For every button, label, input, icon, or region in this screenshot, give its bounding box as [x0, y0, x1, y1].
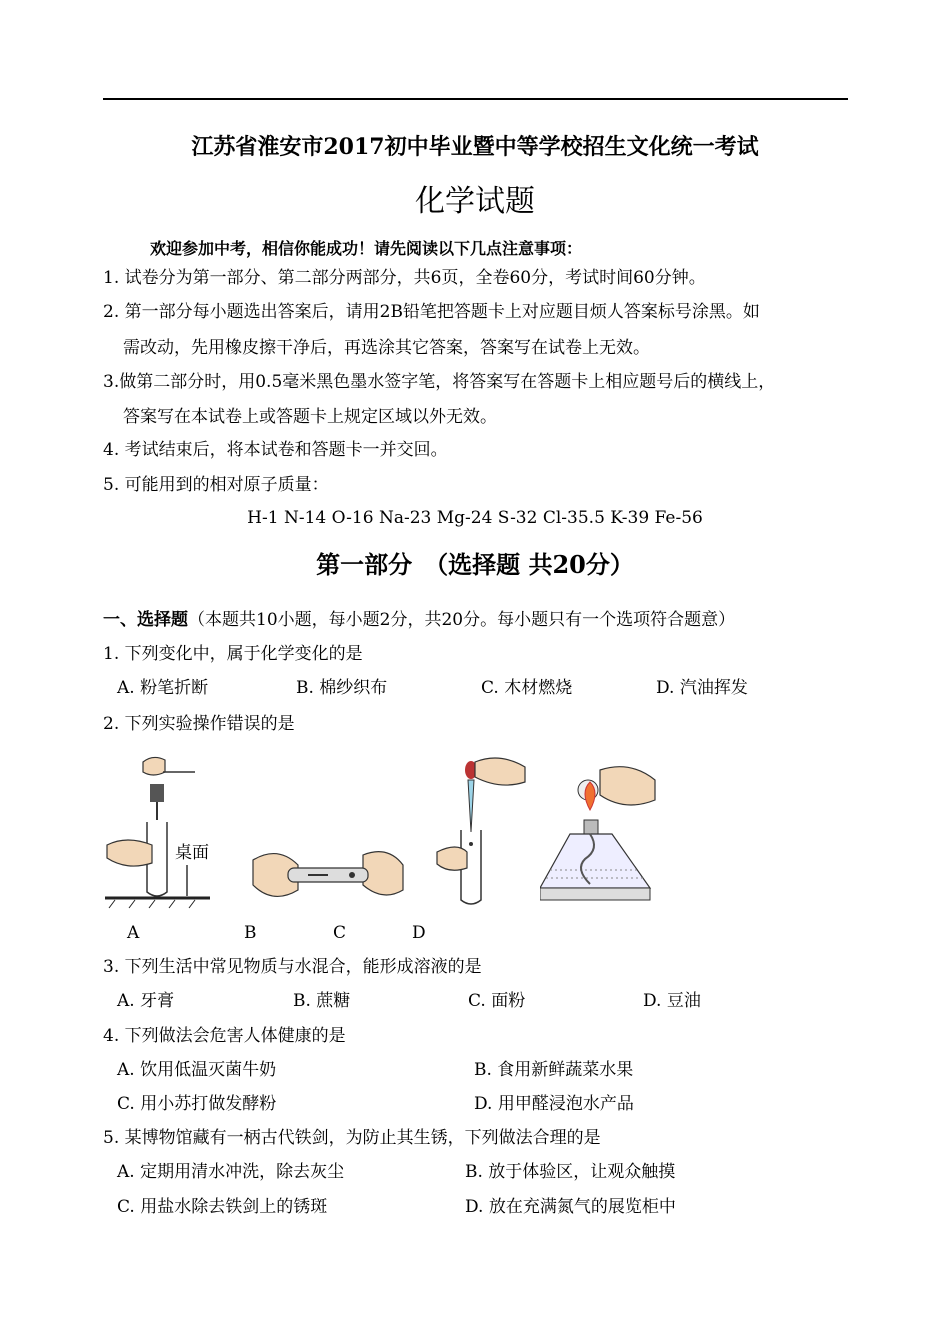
- note-3-line2: 答案写在本试卷上或答题卡上规定区域以外无效。: [123, 407, 497, 427]
- welcome-text: 欢迎参加中考，相信你能成功！请先阅读以下几点注意事项：: [150, 239, 583, 258]
- note-2-line1: 2. 第一部分每小题选出答案后，请用2B铅笔把答题卡上对应题目烦人答案标号涂黑。如: [103, 302, 760, 322]
- q2-label-a: A: [127, 923, 140, 943]
- lab-figure-d: [540, 760, 660, 908]
- q4-option-c: C. 用小苏打做发酵粉: [117, 1094, 277, 1114]
- q1-option-a: A. 粉笔折断: [117, 678, 209, 698]
- q5-option-d: D. 放在充满氮气的展览柜中: [465, 1197, 676, 1217]
- lab-figure-c: [435, 752, 535, 912]
- q3-stem: 3. 下列生活中常见物质与水混合，能形成溶液的是: [103, 957, 482, 977]
- desk-label: 桌面: [175, 843, 209, 863]
- exam-title: 江苏省淮安市2017初中毕业暨中等学校招生文化统一考试: [191, 134, 759, 160]
- q4-stem: 4. 下列做法会危害人体健康的是: [103, 1026, 346, 1046]
- section-heading: [103, 610, 735, 630]
- q2-stem: 2. 下列实验操作错误的是: [103, 714, 295, 734]
- section-desc: （本题共10小题，每小题2分，共20分。每小题只有一个选项符合题意）: [188, 610, 736, 630]
- note-3-line1: 3.做第二部分时，用0.5毫米黑色墨水签字笔，将答案写在答题卡上相应题号后的横线上，: [103, 372, 776, 392]
- note-1: 1. 试卷分为第一部分、第二部分两部分，共6页，全卷60分，考试时间60分钟。: [103, 268, 706, 288]
- q4-option-a: A. 饮用低温灭菌牛奶: [117, 1060, 277, 1080]
- q5-option-c: C. 用盐水除去铁剑上的锈斑: [117, 1197, 328, 1217]
- lab-figure-a: [105, 750, 215, 910]
- q2-label-d: D: [412, 923, 426, 943]
- q3-option-c: C. 面粉: [468, 991, 526, 1011]
- header-rule: [103, 98, 848, 100]
- q5-option-a: A. 定期用清水冲洗，除去灰尘: [117, 1162, 345, 1182]
- section-label: 一、选择题: [103, 610, 188, 630]
- q5-option-b: B. 放于体验区，让观众触摸: [465, 1162, 676, 1182]
- lab-figure-b: [248, 840, 408, 910]
- atomic-masses: H-1 N-14 O-16 Na-23 Mg-24 S-32 Cl-35.5 K-39 Fe-56: [247, 508, 703, 528]
- q1-stem: 1. 下列变化中，属于化学变化的是: [103, 644, 363, 664]
- q2-label-c: C: [333, 923, 347, 943]
- q4-option-d: D. 用甲醛浸泡水产品: [474, 1094, 634, 1114]
- q1-option-b: B. 棉纱织布: [296, 678, 388, 698]
- q4-option-b: B. 食用新鲜蔬菜水果: [474, 1060, 634, 1080]
- note-2-line2: 需改动，先用橡皮擦干净后，再选涂其它答案，答案写在试卷上无效。: [123, 338, 650, 358]
- q3-option-a: A. 牙膏: [117, 991, 175, 1011]
- note-5: 5. 可能用到的相对原子质量：: [103, 475, 329, 495]
- exam-subtitle: 化学试题: [415, 184, 535, 219]
- note-4: 4. 考试结束后，将本试卷和答题卡一并交回。: [103, 440, 448, 460]
- part-one-heading: 第一部分 （选择题 共20分）: [316, 550, 634, 579]
- q1-option-d: D. 汽油挥发: [656, 678, 748, 698]
- q3-option-b: B. 蔗糖: [293, 991, 351, 1011]
- q3-option-d: D. 豆油: [643, 991, 701, 1011]
- q2-label-b: B: [244, 923, 257, 943]
- q1-option-c: C. 木材燃烧: [481, 678, 573, 698]
- q5-stem: 5. 某博物馆藏有一柄古代铁剑，为防止其生锈，下列做法合理的是: [103, 1128, 601, 1148]
